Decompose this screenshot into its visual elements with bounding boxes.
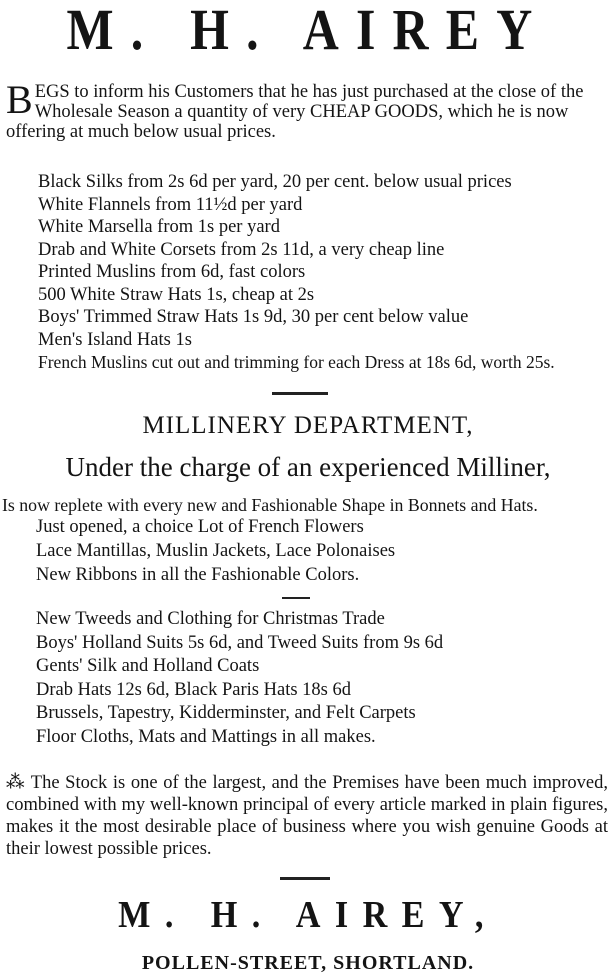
goods-item: Men's Island Hats 1s [38, 329, 192, 350]
signature-name: M. H. AIREY, [118, 894, 498, 936]
millinery-item: New Ribbons in all the Fashionable Colors. [36, 565, 360, 585]
millinery-item: Just opened, a choice Lot of French Flowers [36, 517, 364, 537]
clothing-item: New Tweeds and Clothing for Christmas Trade [36, 609, 385, 629]
divider-rule-small [282, 597, 310, 599]
millinery-subheading: Under the charge of an experienced Milliner, [65, 452, 551, 482]
goods-item: Printed Muslins from 6d, fast colors [38, 262, 306, 282]
drop-cap: B [6, 77, 33, 122]
signature-address: POLLEN-STREET, SHORTLAND. [141, 952, 475, 974]
millinery-lead: Is now replete with every new and Fashionable Shape in Bonnets and Hats. [2, 495, 538, 515]
goods-item: French Muslins cut out and trimming for each Dress at 18s 6d, worth 25s. [38, 352, 555, 372]
clothing-item: Gents' Silk and Holland Coats [36, 656, 260, 676]
clothing-list [36, 608, 612, 749]
clothing-item: Boys' Holland Suits 5s 6d, and Tweed Suits from 9s 6d [36, 632, 444, 653]
clothing-item: Floor Cloths, Mats and Mattings in all makes. [36, 726, 376, 747]
goods-item: Drab and White Corsets from 2s 11d, a very cheap line [38, 239, 445, 260]
millinery-heading: MILLINERY DEPARTMENT, [142, 412, 474, 439]
goods-item: Boys' Trimmed Straw Hats 1s 9d, 30 per cent below value [38, 307, 469, 327]
intro-paragraph [6, 77, 608, 142]
millinery-item: Lace Mantillas, Muslin Jackets, Lace Polonaises [36, 541, 396, 561]
divider-rule [272, 392, 328, 395]
goods-item: White Marsella from 1s per yard [38, 217, 280, 237]
goods-item: Black Silks from 2s 6d per yard, 20 per cent. below usual prices [38, 172, 512, 192]
goods-list [38, 171, 612, 374]
goods-item: White Flannels from 11½d per yard [38, 194, 303, 215]
clothing-item: Brussels, Tapestry, Kidderminster, and Felt Carpets [36, 703, 416, 723]
clothing-item: Drab Hats 12s 6d, Black Paris Hats 18s 6d [36, 679, 351, 700]
divider-rule [280, 877, 330, 880]
intro-text: EGS to inform his Customers that he has just purchased at the close of the Wholesale Season a quantity of very CHEAP GOODS, which he is now offering at much below usual prices. [6, 82, 584, 142]
goods-item: 500 White Straw Hats 1s, cheap at 2s [38, 284, 315, 305]
closing-paragraph: ⁂ The Stock is one of the largest, and the Premises have been much improved, combined with my well-known principal of every article marked in plain figures, makes it the most desirable place of business where you wish genuine Goods at their lowest possible prices. [6, 773, 608, 859]
advertiser-title: M. H. AIREY [66, 0, 550, 62]
